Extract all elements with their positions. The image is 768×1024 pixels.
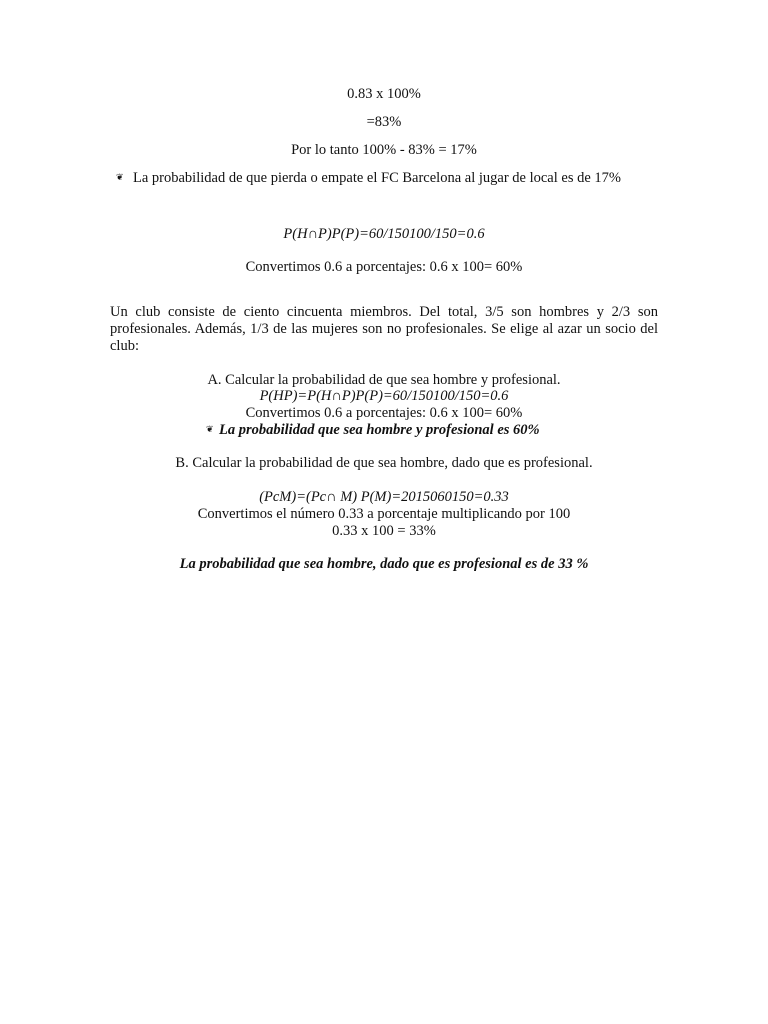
conclusion-line-1: La probabilidad de que pierda o empate el FC Barcelona al jugar de local es de 17%: [133, 170, 621, 186]
part-b-formula: (PcM)=(Pc∩ M) P(M)=2015060150=0.33: [259, 489, 509, 505]
part-b-title: B. Calcular la probabilidad de que sea hombre, dado que es profesional.: [175, 455, 593, 471]
bullet-icon: ❦: [206, 424, 214, 434]
part-a-convert: Convertimos 0.6 a porcentajes: 0.6 x 100= 60%: [245, 405, 523, 421]
calc-line-2: =83%: [366, 114, 402, 130]
part-a-title: A. Calcular la probabilidad de que sea hombre y profesional.: [207, 372, 561, 388]
calc-line-1: 0.83 x 100%: [347, 86, 421, 102]
part-b-result: La probabilidad que sea hombre, dado que es profesional es de 33 %: [179, 556, 589, 572]
part-a-result: La probabilidad que sea hombre y profesional es 60%: [219, 422, 540, 438]
part-b-calc: 0.33 x 100 = 33%: [332, 523, 436, 539]
problem-paragraph: Un club consiste de ciento cincuenta miembros. Del total, 3/5 son hombres y 2/3 son profesionales. Además, 1/3 de las mujeres son no profesionales. Se elige al azar un socio del club:: [110, 304, 658, 354]
part-a-formula: P(HP)=P(H∩P)P(P)=60/150100/150=0.6: [259, 388, 509, 404]
convert-line-1: Convertimos 0.6 a porcentajes: 0.6 x 100= 60%: [245, 259, 523, 275]
bullet-icon: ❦: [116, 172, 124, 182]
part-b-convert: Convertimos el número 0.33 a porcentaje multiplicando por 100: [197, 506, 571, 522]
formula-line-1: P(H∩P)P(P)=60/150100/150=0.6: [283, 226, 485, 242]
calc-line-3: Por lo tanto 100% - 83% = 17%: [291, 142, 477, 158]
